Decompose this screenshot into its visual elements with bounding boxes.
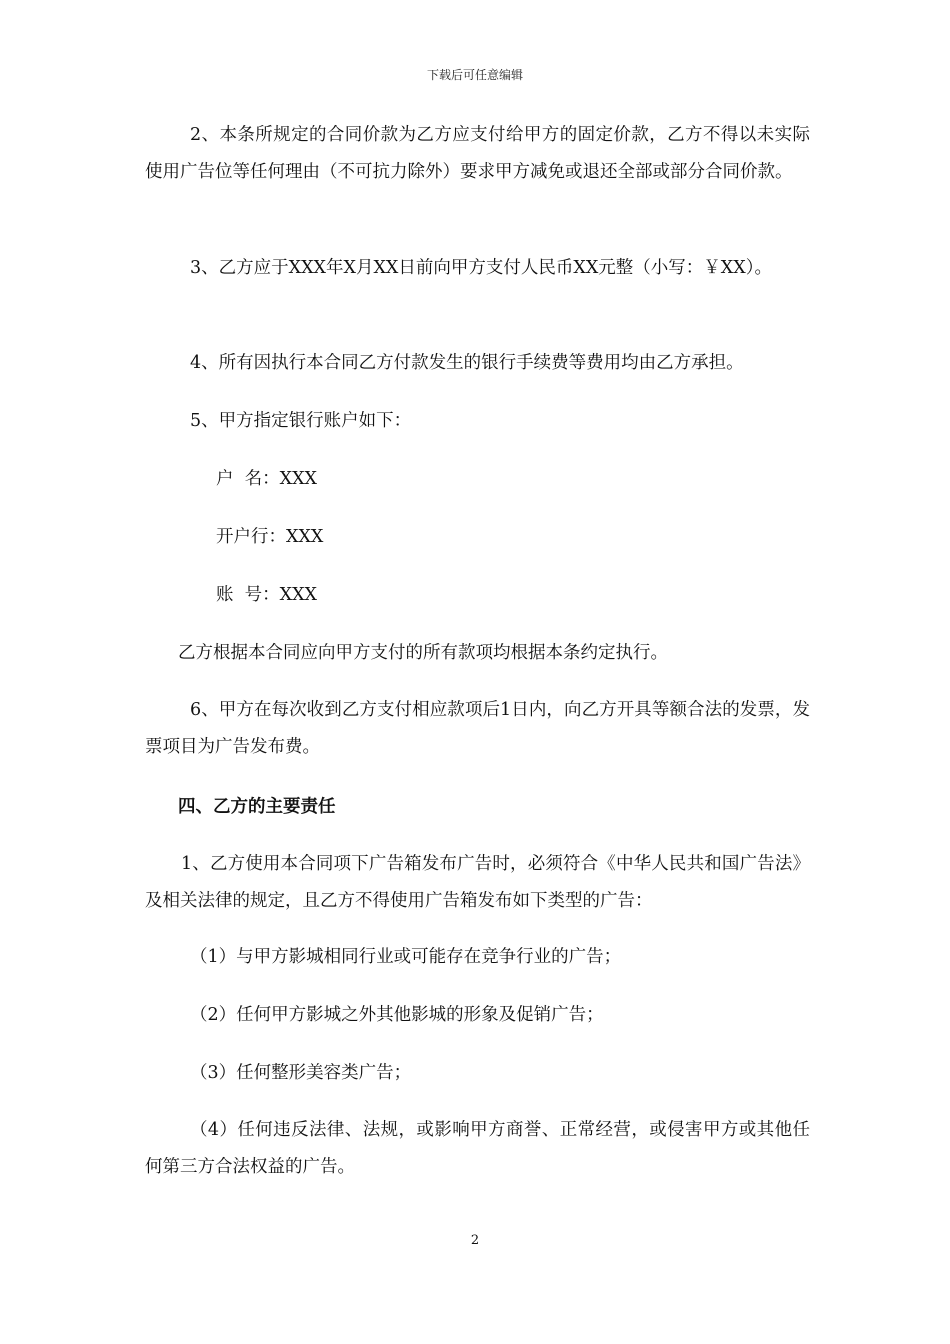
restricted-ad-item-3: （3）任何整形美容类广告； <box>190 1063 412 1083</box>
section-4-heading: 四、乙方的主要责任 <box>178 797 336 817</box>
clause-3-paragraph: 3、乙方应于XXX年X月XX日前向甲方支付人民币XX元整（小写：￥XX）。 <box>190 258 772 278</box>
restricted-ad-item-4: （4）任何违反法律、法规，或影响甲方商誉、正常经营，或侵害甲方或其他任何第三方合法权益的广告。 <box>145 1120 810 1177</box>
account-name-line: 户 名：XXX <box>216 469 318 489</box>
payment-execution-note: 乙方根据本合同应向甲方支付的所有款项均根据本条约定执行。 <box>178 643 668 663</box>
restricted-ad-item-2: （2）任何甲方影城之外其他影城的形象及促销广告； <box>190 1005 604 1025</box>
account-number-line: 账 号：XXX <box>216 585 318 605</box>
clause-5-paragraph: 5、甲方指定银行账户如下： <box>190 411 412 431</box>
section-4-clause-1: 1、乙方使用本合同项下广告箱发布广告时，必须符合《中华人民共和国广告法》及相关法律的规定，且乙方不得使用广告箱发布如下类型的广告： <box>145 854 810 911</box>
clause-6-paragraph: 6、甲方在每次收到乙方支付相应款项后1日内，向乙方开具等额合法的发票，发票项目为广告发布费。 <box>145 700 810 757</box>
clause-4-paragraph: 4、所有因执行本合同乙方付款发生的银行手续费等费用均由乙方承担。 <box>190 353 744 373</box>
account-bank-line: 开户行：XXX <box>216 527 324 547</box>
clause-2-paragraph: 2、本条所规定的合同价款为乙方应支付给甲方的固定价款，乙方不得以未实际使用广告位等任何理由（不可抗力除外）要求甲方减免或退还全部或部分合同价款。 <box>145 125 810 182</box>
restricted-ad-item-1: （1）与甲方影城相同行业或可能存在竞争行业的广告； <box>190 947 622 967</box>
page-number: 2 <box>470 1233 480 1248</box>
page-header: 下载后可任意编辑 <box>426 68 523 82</box>
